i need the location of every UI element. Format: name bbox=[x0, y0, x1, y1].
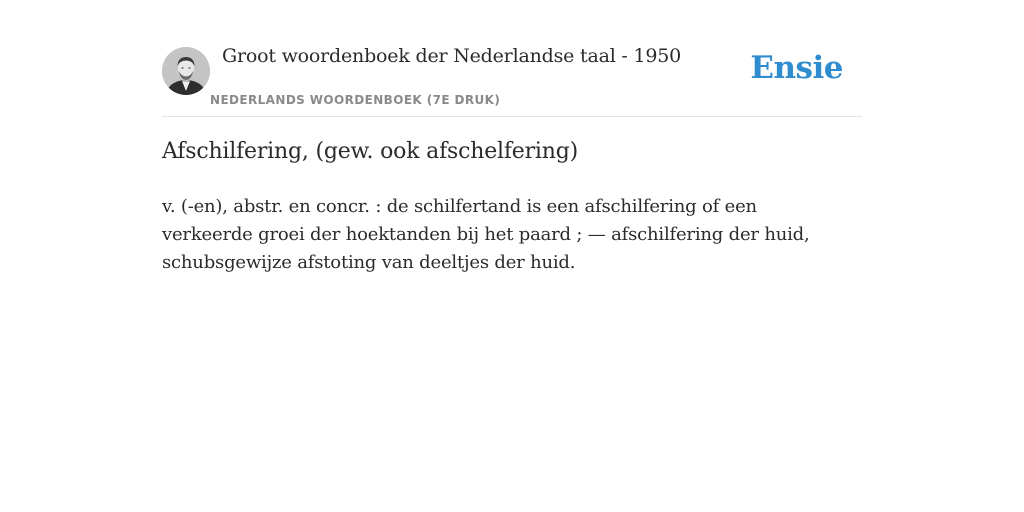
entry-title: Afschilfering, (gew. ook afschelfering) bbox=[162, 139, 579, 164]
ensie-logo[interactable]: Ensie bbox=[750, 50, 843, 86]
source-header bbox=[162, 0, 862, 117]
source-title[interactable]: Groot woordenboek der Nederlandse taal - 1950 bbox=[222, 45, 682, 67]
entry-definition: v. (-en), abstr. en concr. : de schilfertand is een afschilfering of een verkeerde groei der hoektanden bij het paard ; — afschilfering der huid, schubsgewijze afstoting van deeltjes der huid. bbox=[162, 196, 810, 273]
author-avatar[interactable] bbox=[162, 47, 210, 95]
source-subtitle: NEDERLANDS WOORDENBOEK (7E DRUK) bbox=[210, 93, 501, 107]
portrait-icon bbox=[162, 47, 210, 95]
